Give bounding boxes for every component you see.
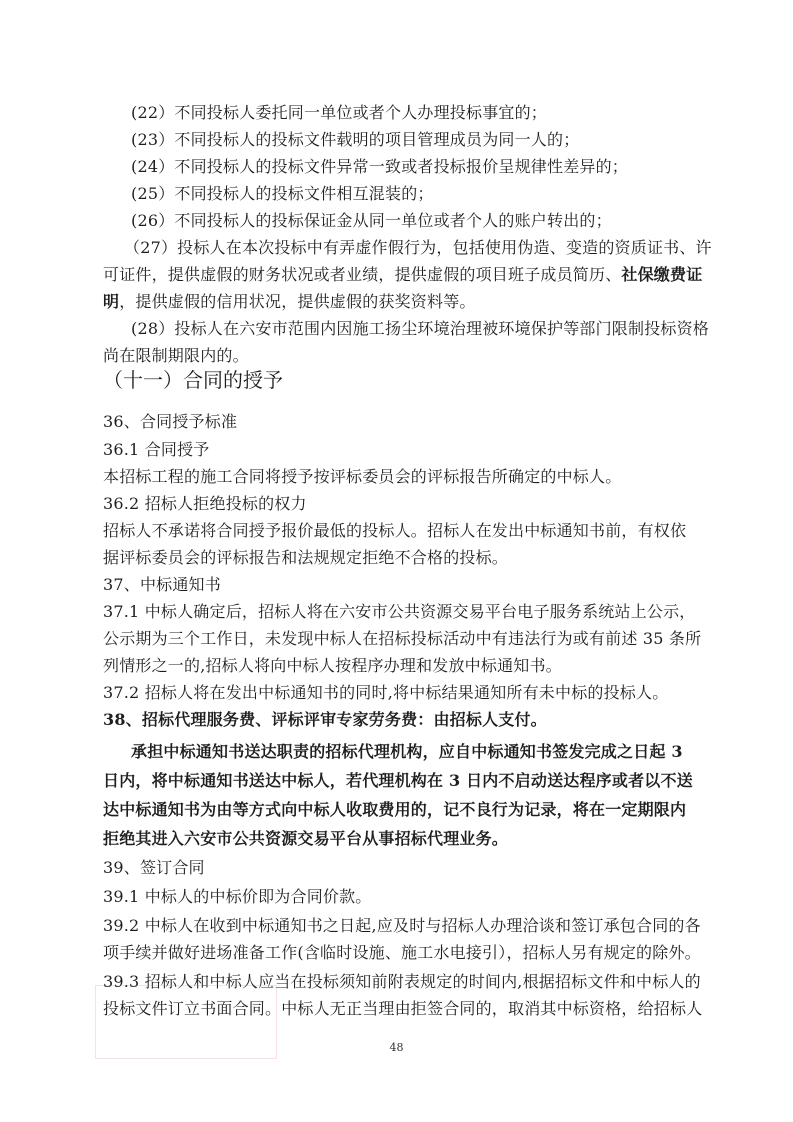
- section-39-2-line1: 39.2 中标人在收到中标通知书之日起,应及时与招标人办理洽谈和签订承包合同的各: [103, 916, 701, 935]
- section-36-2-title: 36.2 招标人拒绝投标的权力: [103, 494, 307, 513]
- section-36-2-line1: 招标人不承诺将合同授予报价最低的投标人。招标人在发出中标通知书前，有权依: [103, 521, 687, 540]
- section-36-1-title: 36.1 合同授予: [103, 440, 210, 459]
- section-36-title: 36、合同授予标准: [103, 412, 238, 431]
- section-37-1-line2: 公示期为三个工作日，未发现中标人在招标投标活动中有违法行为或有前述 35 条所: [103, 629, 702, 648]
- section-heading: （十一）合同的授予: [103, 368, 283, 392]
- section-39-title: 39、签订合同: [103, 858, 205, 877]
- list-item-27-line1: （27）投标人在本次投标中有弄虚作假行为，包括使用伪造、变造的资质证书、许: [124, 238, 712, 257]
- section-36-1-text: 本招标工程的施工合同将授予按评标委员会的评标报告所确定的中标人。: [103, 467, 622, 486]
- section-38-line4: 拒绝其进入六安市公共资源交易平台从事招标代理业务。: [103, 829, 509, 848]
- section-36-2-line2: 据评标委员会的评标报告和法规规定拒绝不合格的投标。: [103, 548, 509, 567]
- list-item-27-line2: 可证件，提供虚假的财务状况或者业绩，提供虚假的项目班子成员简历、社保缴费证: [103, 265, 703, 284]
- section-38-line2: 日内，将中标通知书送达中标人，若代理机构在 3 日内不启动送达程序或者以不送: [103, 771, 693, 790]
- list-item-26: (26）不同投标人的投标保证金从同一单位或者个人的账户转出的；: [131, 211, 612, 230]
- section-37-2: 37.2 招标人将在发出中标通知书的同时,将中标结果通知所有未中标的投标人。: [103, 683, 669, 702]
- list-item-28-line1: (28）投标人在六安市范围内因施工扬尘环境治理被环境保护等部门限制投标资格: [131, 319, 710, 338]
- section-37-1-line1: 37.1 中标人确定后，招标人将在六安市公共资源交易平台电子服务系统站上公示，: [103, 602, 696, 621]
- section-38-title: 38、招标代理服务费、评标评审专家劳务费：由招标人支付。: [103, 710, 547, 729]
- section-39-1: 39.1 中标人的中标价即为合同价款。: [103, 887, 372, 906]
- section-39-3-line2: 投标文件订立书面合同。中标人无正当理由拒签合同的，取消其中标资格，给招标人: [103, 999, 703, 1018]
- section-38-line3: 达中标通知书为由等方式向中标人收取费用的，记不良行为记录，将在一定期限内: [103, 800, 687, 819]
- page-number: 48: [389, 1041, 404, 1054]
- list-item-27-line3: 明，提供虚假的信用状况，提供虚假的获奖资料等。: [103, 292, 476, 311]
- section-39-2-line2: 项手续并做好进场准备工作(含临时设施、施工水电接引），招标人另有规定的除外。: [103, 943, 701, 962]
- list-item-22: (22）不同投标人委托同一单位或者个人办理投标事宜的；: [131, 103, 548, 122]
- list-item-28-line2: 尚在限制期限内的。: [103, 346, 249, 365]
- section-37-1-line3: 列情形之一的,招标人将向中标人按程序办理和发放中标通知书。: [103, 656, 562, 675]
- list-item-23: (23）不同投标人的投标文件载明的项目管理成员为同一人的；: [131, 130, 580, 149]
- list-item-24: (24）不同投标人的投标文件异常一致或者投标报价呈规律性差异的；: [131, 157, 629, 176]
- section-38-line1: 承担中标通知书送达职责的招标代理机构，应自中标通知书签发完成之日起 3: [131, 742, 683, 761]
- section-37-title: 37、中标通知书: [103, 575, 221, 594]
- section-39-3-line1: 39.3 招标人和中标人应当在投标须知前附表规定的时间内,根据招标文件和中标人的: [103, 972, 701, 991]
- list-item-25: (25）不同投标人的投标文件相互混装的；: [131, 184, 434, 203]
